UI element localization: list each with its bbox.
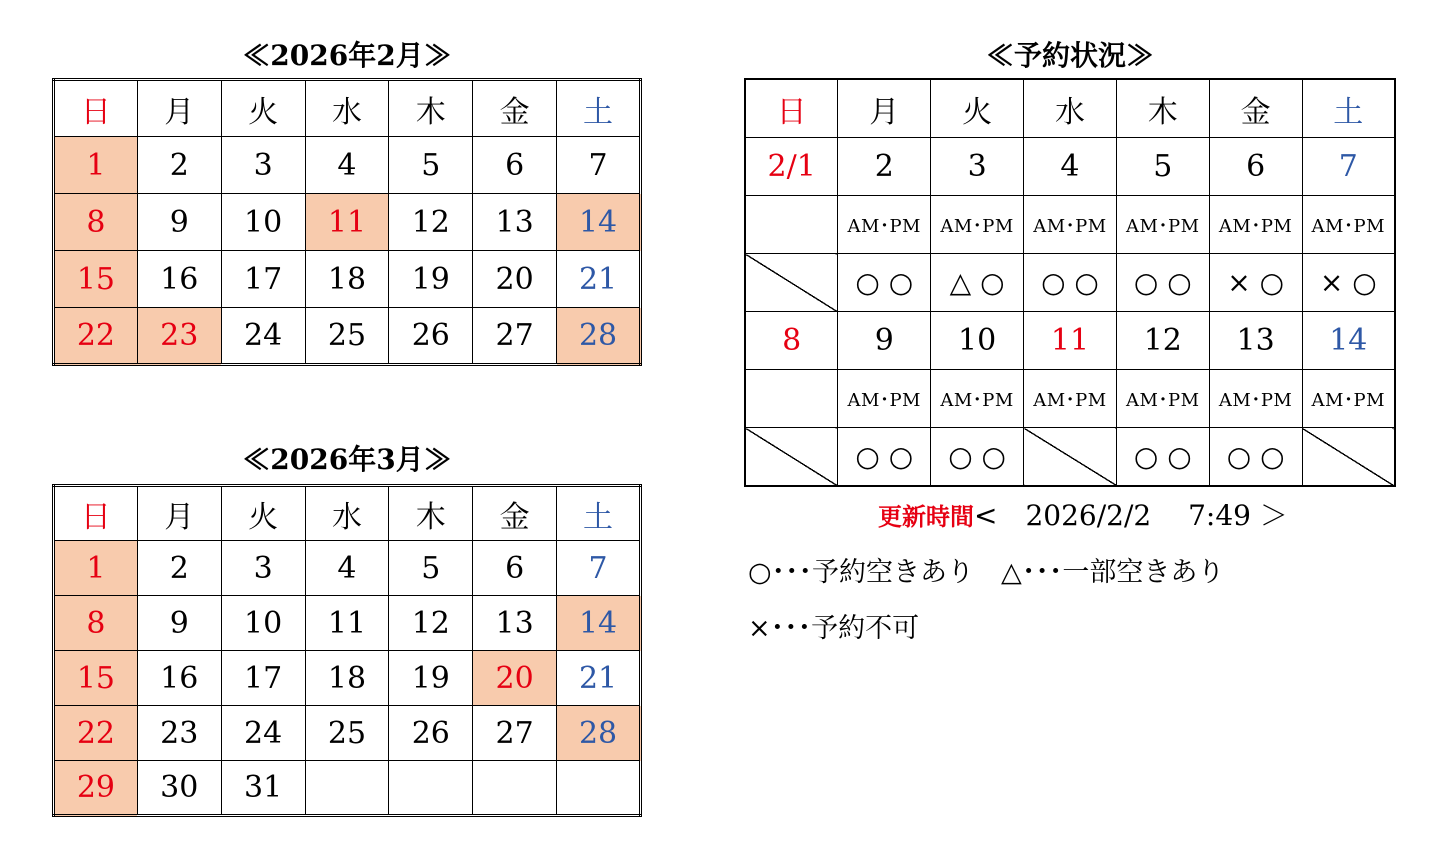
- date-cell: 11: [1024, 312, 1117, 370]
- mar-calendar-title: ≪2026年3月≫: [242, 443, 452, 476]
- weekday-header: 木: [1116, 79, 1209, 138]
- day-cell: 11: [305, 194, 389, 251]
- weekday-header: 木: [389, 486, 473, 541]
- weekday-header: 水: [305, 80, 389, 137]
- status-cell: ○ ○: [931, 428, 1024, 487]
- day-cell: 25: [305, 706, 389, 761]
- ampm-label: AM･PM: [931, 196, 1024, 254]
- date-cell: 2: [838, 138, 931, 196]
- status-cell: ○ ○: [1209, 428, 1302, 487]
- day-cell: 4: [305, 541, 389, 596]
- day-cell: 15: [54, 251, 138, 308]
- day-cell: 4: [305, 137, 389, 194]
- day-cell: 14: [557, 194, 641, 251]
- day-cell: 3: [221, 137, 305, 194]
- weekday-header: 水: [305, 486, 389, 541]
- day-cell: 14: [557, 596, 641, 651]
- ampm-label: AM･PM: [838, 196, 931, 254]
- feb-calendar: [52, 78, 642, 366]
- day-cell: 13: [473, 596, 557, 651]
- day-cell: 3: [221, 541, 305, 596]
- date-cell: 2/1: [745, 138, 838, 196]
- closed-cell: [1024, 428, 1117, 487]
- day-cell: 20: [473, 251, 557, 308]
- day-cell: 13: [473, 194, 557, 251]
- day-cell: 31: [221, 761, 305, 816]
- ampm-label: AM･PM: [1302, 370, 1395, 428]
- status-cell: ○ ○: [838, 428, 931, 487]
- day-cell: 16: [137, 651, 221, 706]
- ampm-label: AM･PM: [1024, 370, 1117, 428]
- day-cell: 26: [389, 308, 473, 365]
- weekday-header: 土: [1302, 79, 1395, 138]
- date-cell: 14: [1302, 312, 1395, 370]
- legend-line-1: ○･･･予約空きあり △･･･一部空きあり: [748, 557, 1225, 588]
- weekday-header: 土: [557, 486, 641, 541]
- day-cell: 17: [221, 651, 305, 706]
- mar-calendar: [52, 484, 642, 817]
- ampm-label: AM･PM: [1302, 196, 1395, 254]
- weekday-header: 月: [137, 80, 221, 137]
- status-cell: ○ ○: [1116, 428, 1209, 487]
- day-cell: 25: [305, 308, 389, 365]
- weekday-header: 金: [473, 80, 557, 137]
- update-time-label: 更新時間: [878, 503, 974, 531]
- day-cell: 10: [221, 596, 305, 651]
- day-cell: 9: [137, 194, 221, 251]
- day-cell: 2: [137, 541, 221, 596]
- update-time-value: < 2026/2/2 7:49 ＞: [974, 499, 1288, 532]
- day-cell: 7: [557, 137, 641, 194]
- day-cell: 16: [137, 251, 221, 308]
- weekday-header: 火: [221, 486, 305, 541]
- weekday-header: 火: [221, 80, 305, 137]
- day-cell: 26: [389, 706, 473, 761]
- ampm-label: AM･PM: [931, 370, 1024, 428]
- date-cell: 8: [745, 312, 838, 370]
- day-cell: 29: [54, 761, 138, 816]
- ampm-label: AM･PM: [1209, 370, 1302, 428]
- legend-line-2: ×･･･予約不可: [748, 613, 920, 644]
- weekday-header: 月: [838, 79, 931, 138]
- day-cell: 7: [557, 541, 641, 596]
- date-cell: 7: [1302, 138, 1395, 196]
- day-cell: 12: [389, 194, 473, 251]
- ampm-label: AM･PM: [1116, 196, 1209, 254]
- status-cell: × ○: [1302, 254, 1395, 312]
- day-cell: 5: [389, 541, 473, 596]
- day-cell: [389, 761, 473, 816]
- day-cell: 24: [221, 308, 305, 365]
- day-cell: 1: [54, 137, 138, 194]
- ampm-label-empty: [745, 370, 838, 428]
- closed-cell: [745, 428, 838, 487]
- feb-calendar-title: ≪2026年2月≫: [242, 39, 452, 72]
- day-cell: 23: [137, 706, 221, 761]
- weekday-header: 金: [1209, 79, 1302, 138]
- weekday-header: 月: [137, 486, 221, 541]
- date-cell: 3: [931, 138, 1024, 196]
- ampm-label: AM･PM: [1209, 196, 1302, 254]
- day-cell: 5: [389, 137, 473, 194]
- weekday-header: 木: [389, 80, 473, 137]
- day-cell: 30: [137, 761, 221, 816]
- reservation-table: [744, 78, 1396, 487]
- day-cell: 19: [389, 251, 473, 308]
- day-cell: 27: [473, 308, 557, 365]
- ampm-label: AM･PM: [838, 370, 931, 428]
- day-cell: 9: [137, 596, 221, 651]
- date-cell: 13: [1209, 312, 1302, 370]
- day-cell: 12: [389, 596, 473, 651]
- weekday-header: 日: [745, 79, 838, 138]
- ampm-label: AM･PM: [1116, 370, 1209, 428]
- date-cell: 12: [1116, 312, 1209, 370]
- update-time: [878, 494, 1288, 534]
- weekday-header: 日: [54, 486, 138, 541]
- day-cell: 22: [54, 308, 138, 365]
- day-cell: 8: [54, 596, 138, 651]
- day-cell: 1: [54, 541, 138, 596]
- closed-cell: [745, 254, 838, 312]
- status-cell: △ ○: [931, 254, 1024, 312]
- day-cell: 17: [221, 251, 305, 308]
- day-cell: 21: [557, 651, 641, 706]
- weekday-header: 金: [473, 486, 557, 541]
- day-cell: [305, 761, 389, 816]
- status-cell: ○ ○: [1024, 254, 1117, 312]
- day-cell: 6: [473, 137, 557, 194]
- day-cell: 18: [305, 651, 389, 706]
- day-cell: [473, 761, 557, 816]
- ampm-label: AM･PM: [1024, 196, 1117, 254]
- weekday-header: 火: [931, 79, 1024, 138]
- status-cell: ○ ○: [838, 254, 931, 312]
- date-cell: 10: [931, 312, 1024, 370]
- day-cell: [557, 761, 641, 816]
- date-cell: 9: [838, 312, 931, 370]
- day-cell: 6: [473, 541, 557, 596]
- weekday-header: 日: [54, 80, 138, 137]
- day-cell: 28: [557, 706, 641, 761]
- day-cell: 20: [473, 651, 557, 706]
- day-cell: 24: [221, 706, 305, 761]
- day-cell: 15: [54, 651, 138, 706]
- closed-cell: [1302, 428, 1395, 487]
- status-cell: × ○: [1209, 254, 1302, 312]
- status-cell: ○ ○: [1116, 254, 1209, 312]
- day-cell: 27: [473, 706, 557, 761]
- weekday-header: 水: [1024, 79, 1117, 138]
- day-cell: 22: [54, 706, 138, 761]
- day-cell: 2: [137, 137, 221, 194]
- day-cell: 11: [305, 596, 389, 651]
- day-cell: 21: [557, 251, 641, 308]
- day-cell: 19: [389, 651, 473, 706]
- day-cell: 10: [221, 194, 305, 251]
- date-cell: 4: [1024, 138, 1117, 196]
- date-cell: 5: [1116, 138, 1209, 196]
- day-cell: 23: [137, 308, 221, 365]
- day-cell: 8: [54, 194, 138, 251]
- weekday-header: 土: [557, 80, 641, 137]
- reservation-title: ≪予約状況≫: [985, 39, 1154, 72]
- date-cell: 6: [1209, 138, 1302, 196]
- day-cell: 28: [557, 308, 641, 365]
- ampm-label-empty: [745, 196, 838, 254]
- day-cell: 18: [305, 251, 389, 308]
